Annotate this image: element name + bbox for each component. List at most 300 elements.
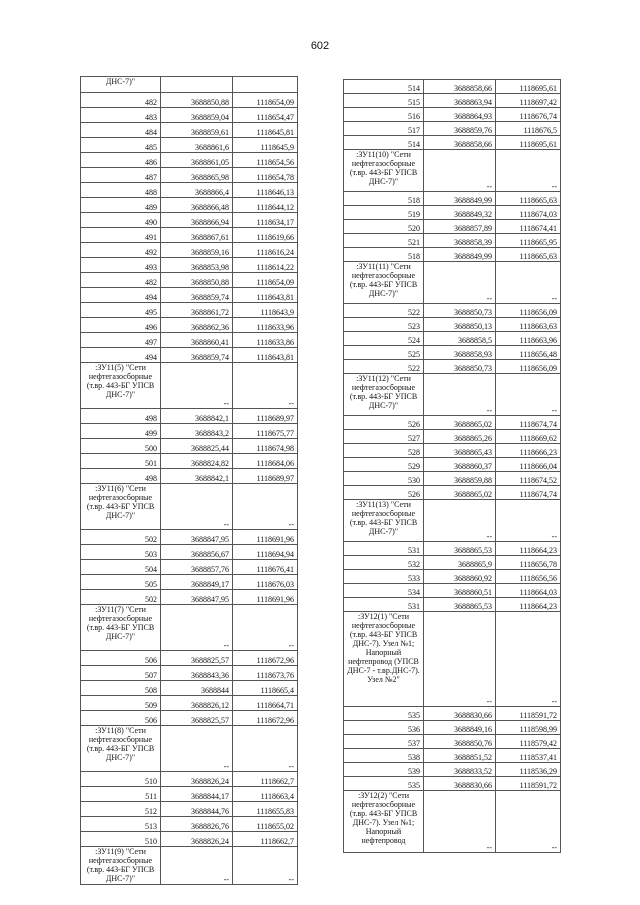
x-coordinate-cell: 3688826,76 — [161, 817, 233, 832]
parcel-label-row — [344, 374, 561, 416]
point-number-cell: 511 — [81, 787, 161, 802]
y-coordinate-cell: -- — [233, 847, 298, 885]
y-coordinate-cell: 1118656,48 — [496, 346, 561, 360]
x-coordinate-cell: 3688860,92 — [424, 570, 496, 584]
point-number-cell: 504 — [81, 560, 161, 575]
x-coordinate-cell: 3688843,36 — [161, 666, 233, 681]
point-number-cell: 493 — [81, 258, 161, 273]
y-coordinate-cell: 1118654,47 — [233, 108, 298, 123]
point-number-cell: 503 — [81, 545, 161, 560]
point-number-cell: 537 — [344, 735, 424, 749]
parcel-label-cell: :ЗУ11(5) "Сети нефтегазосборные (т.вр. 443-БГ УПСВ ДНС-7)" — [81, 363, 161, 409]
y-coordinate-cell: 1118674,41 — [496, 220, 561, 234]
x-coordinate-cell: -- — [424, 150, 496, 192]
y-coordinate-cell: 1118643,81 — [233, 348, 298, 363]
x-coordinate-cell: 3688824,82 — [161, 454, 233, 469]
x-coordinate-cell: -- — [424, 262, 496, 304]
point-number-cell: 531 — [344, 542, 424, 556]
table-row — [344, 136, 561, 150]
table-row — [81, 787, 298, 802]
table-row — [344, 777, 561, 791]
y-coordinate-cell: 1118695,61 — [496, 80, 561, 94]
x-coordinate-cell: 3688866,4 — [161, 183, 233, 198]
point-number-cell: 528 — [344, 444, 424, 458]
y-coordinate-cell: 1118676,03 — [233, 575, 298, 590]
y-coordinate-cell: 1118691,96 — [233, 590, 298, 605]
y-coordinate-cell: 1118662,7 — [233, 772, 298, 787]
table-row — [344, 346, 561, 360]
y-coordinate-cell: 1118674,03 — [496, 206, 561, 220]
y-coordinate-cell: 1118666,04 — [496, 458, 561, 472]
page-number: 602 — [310, 40, 330, 52]
x-coordinate-cell: -- — [161, 484, 233, 530]
y-coordinate-cell: 1118665,63 — [496, 248, 561, 262]
point-number-cell: 506 — [81, 711, 161, 726]
x-coordinate-cell: -- — [424, 500, 496, 542]
y-coordinate-cell: 1118665,63 — [496, 192, 561, 206]
point-number-cell: 533 — [344, 570, 424, 584]
x-coordinate-cell: -- — [161, 726, 233, 772]
y-coordinate-cell: 1118672,96 — [233, 651, 298, 666]
y-coordinate-cell: 1118695,61 — [496, 136, 561, 150]
point-number-cell: 525 — [344, 346, 424, 360]
y-coordinate-cell: 1118674,52 — [496, 472, 561, 486]
x-coordinate-cell: -- — [424, 374, 496, 416]
x-coordinate-cell: 3688858,66 — [424, 80, 496, 94]
table-row — [344, 584, 561, 598]
point-number-cell: 505 — [81, 575, 161, 590]
point-number-cell: 508 — [81, 681, 161, 696]
parcel-label-cell: :ЗУ12(1) "Сети нефтегазосборные (т.вр. 443-БГ УПСВ ДНС-7). Узел №1; Напорный нефтепровод (УПСВ ДНС-7 - т.вр.ДНС-7). Узел №2" — [344, 612, 424, 707]
table-row — [81, 817, 298, 832]
y-coordinate-cell: 1118591,72 — [496, 707, 561, 721]
x-coordinate-cell: 3688847,95 — [161, 590, 233, 605]
point-number-cell: 514 — [344, 136, 424, 150]
table-row — [81, 228, 298, 243]
y-coordinate-cell: 1118674,98 — [233, 439, 298, 454]
y-coordinate-cell: 1118666,23 — [496, 444, 561, 458]
x-coordinate-cell: 3688865,9 — [424, 556, 496, 570]
x-coordinate-cell: 3688864,93 — [424, 108, 496, 122]
x-coordinate-cell: 3688865,02 — [424, 416, 496, 430]
y-coordinate-cell: 1118655,02 — [233, 817, 298, 832]
x-coordinate-cell: 3688849,99 — [424, 192, 496, 206]
point-number-cell: 515 — [344, 94, 424, 108]
table-row — [81, 318, 298, 333]
x-coordinate-cell: 3688862,36 — [161, 318, 233, 333]
point-number-cell: 497 — [81, 333, 161, 348]
point-number-cell: 510 — [81, 772, 161, 787]
table-row — [81, 711, 298, 726]
y-coordinate-cell: -- — [496, 791, 561, 853]
parcel-label-row — [81, 77, 298, 93]
table-row — [81, 333, 298, 348]
table-row — [81, 213, 298, 228]
point-number-cell: 522 — [344, 360, 424, 374]
y-coordinate-cell: 1118633,96 — [233, 318, 298, 333]
table-row — [81, 243, 298, 258]
point-number-cell: 482 — [81, 93, 161, 108]
table-row — [344, 192, 561, 206]
point-number-cell: 494 — [81, 288, 161, 303]
point-number-cell: 535 — [344, 707, 424, 721]
x-coordinate-cell: 3688850,88 — [161, 273, 233, 288]
point-number-cell: 498 — [81, 409, 161, 424]
x-coordinate-cell: -- — [161, 847, 233, 885]
table-row — [81, 545, 298, 560]
point-number-cell: 538 — [344, 749, 424, 763]
x-coordinate-cell: 3688856,67 — [161, 545, 233, 560]
x-coordinate-cell: 3688850,73 — [424, 360, 496, 374]
point-number-cell: 512 — [81, 802, 161, 817]
y-coordinate-cell: 1118645,81 — [233, 123, 298, 138]
table-row — [344, 735, 561, 749]
x-coordinate-cell: 3688849,16 — [424, 721, 496, 735]
point-number-cell: 522 — [344, 304, 424, 318]
table-row — [344, 556, 561, 570]
point-number-cell: 535 — [344, 777, 424, 791]
x-coordinate-cell — [161, 77, 233, 93]
y-coordinate-cell: -- — [496, 150, 561, 192]
x-coordinate-cell: 3688863,94 — [424, 94, 496, 108]
table-row — [81, 273, 298, 288]
table-row — [344, 721, 561, 735]
point-number-cell: 492 — [81, 243, 161, 258]
parcel-label-row — [81, 605, 298, 651]
x-coordinate-cell: 3688857,76 — [161, 560, 233, 575]
table-row — [81, 469, 298, 484]
y-coordinate-cell: 1118662,7 — [233, 832, 298, 847]
point-number-cell: 509 — [81, 696, 161, 711]
x-coordinate-cell: 3688859,76 — [424, 122, 496, 136]
point-number-cell: 499 — [81, 424, 161, 439]
y-coordinate-cell: 1118676,5 — [496, 122, 561, 136]
table-row — [344, 598, 561, 612]
x-coordinate-cell: 3688825,57 — [161, 651, 233, 666]
parcel-label-cell: :ЗУ11(11) "Сети нефтегазосборные (т.вр. 443-БГ УПСВ ДНС-7)" — [344, 262, 424, 304]
table-row — [344, 94, 561, 108]
table-row — [81, 696, 298, 711]
parcel-label-cell: :ЗУ12(2) "Сети нефтегазосборные (т.вр. 443-БГ УПСВ ДНС-7). Узел №1; Напорный нефтепровод — [344, 791, 424, 853]
y-coordinate-cell: 1118689,97 — [233, 469, 298, 484]
x-coordinate-cell: 3688859,74 — [161, 288, 233, 303]
parcel-label-cell: ДНС-7)" — [81, 77, 161, 93]
point-number-cell: 486 — [81, 153, 161, 168]
point-number-cell: 506 — [81, 651, 161, 666]
y-coordinate-cell: 1118684,06 — [233, 454, 298, 469]
x-coordinate-cell: -- — [424, 612, 496, 707]
y-coordinate-cell: 1118676,41 — [233, 560, 298, 575]
table-row — [344, 304, 561, 318]
y-coordinate-cell: 1118676,74 — [496, 108, 561, 122]
x-coordinate-cell: 3688860,37 — [424, 458, 496, 472]
y-coordinate-cell: 1118664,03 — [496, 584, 561, 598]
x-coordinate-cell: 3688825,57 — [161, 711, 233, 726]
table-row — [81, 303, 298, 318]
x-coordinate-cell: 3688859,88 — [424, 472, 496, 486]
point-number-cell: 534 — [344, 584, 424, 598]
point-number-cell: 516 — [344, 108, 424, 122]
y-coordinate-cell: 1118674,74 — [496, 416, 561, 430]
y-coordinate-cell: 1118663,63 — [496, 318, 561, 332]
table-row — [81, 123, 298, 138]
parcel-label-cell: :ЗУ11(10) "Сети нефтегазосборные (т.вр. 443-БГ УПСВ ДНС-7)" — [344, 150, 424, 192]
x-coordinate-cell: 3688861,05 — [161, 153, 233, 168]
x-coordinate-cell: 3688850,73 — [424, 304, 496, 318]
x-coordinate-cell: 3688849,99 — [424, 248, 496, 262]
table-row — [81, 439, 298, 454]
table-row — [344, 416, 561, 430]
x-coordinate-cell: 3688861,72 — [161, 303, 233, 318]
y-coordinate-cell — [233, 77, 298, 93]
table-row — [344, 234, 561, 248]
table-row — [81, 530, 298, 545]
y-coordinate-cell: 1118656,56 — [496, 570, 561, 584]
parcel-label-row — [344, 150, 561, 192]
y-coordinate-cell: 1118656,09 — [496, 360, 561, 374]
y-coordinate-cell: 1118616,24 — [233, 243, 298, 258]
x-coordinate-cell: 3688858,66 — [424, 136, 496, 150]
y-coordinate-cell: 1118645,9 — [233, 138, 298, 153]
x-coordinate-cell: 3688865,53 — [424, 598, 496, 612]
point-number-cell: 482 — [81, 273, 161, 288]
y-coordinate-cell: -- — [233, 726, 298, 772]
point-number-cell: 513 — [81, 817, 161, 832]
y-coordinate-cell: 1118619,66 — [233, 228, 298, 243]
point-number-cell: 489 — [81, 198, 161, 213]
y-coordinate-cell: 1118614,22 — [233, 258, 298, 273]
table-row — [344, 80, 561, 94]
point-number-cell: 500 — [81, 439, 161, 454]
y-coordinate-cell: 1118663,96 — [496, 332, 561, 346]
x-coordinate-cell: 3688833,52 — [424, 763, 496, 777]
x-coordinate-cell: 3688851,52 — [424, 749, 496, 763]
table-row — [81, 575, 298, 590]
x-coordinate-cell: 3688849,17 — [161, 575, 233, 590]
table-row — [344, 486, 561, 500]
parcel-label-cell: :ЗУ11(9) "Сети нефтегазосборные (т.вр. 443-БГ УПСВ ДНС-7)" — [81, 847, 161, 885]
x-coordinate-cell: 3688842,1 — [161, 409, 233, 424]
parcel-label-row — [81, 363, 298, 409]
table-row — [344, 206, 561, 220]
x-coordinate-cell: 3688850,76 — [424, 735, 496, 749]
table-row — [81, 288, 298, 303]
y-coordinate-cell: 1118694,94 — [233, 545, 298, 560]
point-number-cell: 485 — [81, 138, 161, 153]
parcel-label-row — [81, 484, 298, 530]
y-coordinate-cell: 1118664,71 — [233, 696, 298, 711]
y-coordinate-cell: 1118664,23 — [496, 542, 561, 556]
x-coordinate-cell: 3688866,94 — [161, 213, 233, 228]
y-coordinate-cell: 1118633,86 — [233, 333, 298, 348]
x-coordinate-cell: 3688844,17 — [161, 787, 233, 802]
point-number-cell: 502 — [81, 530, 161, 545]
point-number-cell: 498 — [81, 469, 161, 484]
parcel-label-cell: :ЗУ11(13) "Сети нефтегазосборные (т.вр. 443-БГ УПСВ ДНС-7)" — [344, 500, 424, 542]
x-coordinate-cell: 3688859,04 — [161, 108, 233, 123]
y-coordinate-cell: 1118656,78 — [496, 556, 561, 570]
point-number-cell: 539 — [344, 763, 424, 777]
table-row — [81, 348, 298, 363]
point-number-cell: 530 — [344, 472, 424, 486]
x-coordinate-cell: 3688867,61 — [161, 228, 233, 243]
table-row — [344, 108, 561, 122]
point-number-cell: 487 — [81, 168, 161, 183]
table-row — [344, 472, 561, 486]
table-row — [344, 707, 561, 721]
coordinates-table-right — [343, 79, 561, 853]
y-coordinate-cell: -- — [233, 363, 298, 409]
x-coordinate-cell: 3688850,88 — [161, 93, 233, 108]
table-row — [344, 318, 561, 332]
table-row — [344, 763, 561, 777]
table-row — [344, 430, 561, 444]
x-coordinate-cell: 3688860,51 — [424, 584, 496, 598]
x-coordinate-cell: -- — [161, 605, 233, 651]
x-coordinate-cell: 3688843,2 — [161, 424, 233, 439]
y-coordinate-cell: 1118643,81 — [233, 288, 298, 303]
table-row — [344, 570, 561, 584]
table-row — [344, 122, 561, 136]
x-coordinate-cell: 3688858,39 — [424, 234, 496, 248]
point-number-cell: 531 — [344, 598, 424, 612]
table-row — [81, 93, 298, 108]
point-number-cell: 494 — [81, 348, 161, 363]
y-coordinate-cell: -- — [233, 605, 298, 651]
parcel-label-row — [344, 791, 561, 853]
y-coordinate-cell: 1118646,13 — [233, 183, 298, 198]
x-coordinate-cell: 3688865,26 — [424, 430, 496, 444]
table-row — [81, 424, 298, 439]
table-row — [81, 560, 298, 575]
parcel-label-row — [344, 500, 561, 542]
point-number-cell: 495 — [81, 303, 161, 318]
x-coordinate-cell: 3688859,74 — [161, 348, 233, 363]
y-coordinate-cell: 1118634,17 — [233, 213, 298, 228]
point-number-cell: 532 — [344, 556, 424, 570]
y-coordinate-cell: 1118697,42 — [496, 94, 561, 108]
x-coordinate-cell: 3688865,53 — [424, 542, 496, 556]
y-coordinate-cell: -- — [233, 484, 298, 530]
table-row — [81, 168, 298, 183]
x-coordinate-cell: 3688860,41 — [161, 333, 233, 348]
table-row — [344, 248, 561, 262]
y-coordinate-cell: 1118672,96 — [233, 711, 298, 726]
y-coordinate-cell: 1118656,09 — [496, 304, 561, 318]
x-coordinate-cell: 3688859,16 — [161, 243, 233, 258]
y-coordinate-cell: 1118655,83 — [233, 802, 298, 817]
point-number-cell: 524 — [344, 332, 424, 346]
y-coordinate-cell: 1118669,62 — [496, 430, 561, 444]
x-coordinate-cell: 3688858,93 — [424, 346, 496, 360]
y-coordinate-cell: 1118664,23 — [496, 598, 561, 612]
y-coordinate-cell: 1118654,09 — [233, 273, 298, 288]
parcel-label-cell: :ЗУ11(8) "Сети нефтегазосборные (т.вр. 443-БГ УПСВ ДНС-7)" — [81, 726, 161, 772]
point-number-cell: 514 — [344, 80, 424, 94]
coordinates-table-left — [80, 76, 298, 885]
parcel-label-row — [81, 726, 298, 772]
point-number-cell: 526 — [344, 416, 424, 430]
table-row — [81, 590, 298, 605]
x-coordinate-cell: 3688858,5 — [424, 332, 496, 346]
parcel-label-row — [344, 612, 561, 707]
x-coordinate-cell: 3688861,6 — [161, 138, 233, 153]
parcel-label-cell: :ЗУ11(12) "Сети нефтегазосборные (т.вр. 443-БГ УПСВ ДНС-7)" — [344, 374, 424, 416]
y-coordinate-cell: -- — [496, 262, 561, 304]
table-row — [81, 198, 298, 213]
table-row — [81, 454, 298, 469]
point-number-cell: 488 — [81, 183, 161, 198]
x-coordinate-cell: 3688853,98 — [161, 258, 233, 273]
y-coordinate-cell: 1118691,96 — [233, 530, 298, 545]
point-number-cell: 526 — [344, 486, 424, 500]
table-row — [81, 258, 298, 273]
x-coordinate-cell: 3688865,98 — [161, 168, 233, 183]
table-row — [81, 666, 298, 681]
x-coordinate-cell: -- — [424, 791, 496, 853]
table-row — [81, 409, 298, 424]
y-coordinate-cell: 1118673,76 — [233, 666, 298, 681]
parcel-label-row — [344, 262, 561, 304]
table-row — [81, 802, 298, 817]
table-row — [81, 681, 298, 696]
point-number-cell: 483 — [81, 108, 161, 123]
table-row — [81, 832, 298, 847]
x-coordinate-cell: 3688866,48 — [161, 198, 233, 213]
table-row — [344, 542, 561, 556]
y-coordinate-cell: -- — [496, 374, 561, 416]
x-coordinate-cell: 3688849,32 — [424, 206, 496, 220]
x-coordinate-cell: 3688830,66 — [424, 707, 496, 721]
x-coordinate-cell: 3688857,89 — [424, 220, 496, 234]
table-row — [344, 360, 561, 374]
y-coordinate-cell: 1118689,97 — [233, 409, 298, 424]
table-row — [344, 220, 561, 234]
y-coordinate-cell: 1118665,4 — [233, 681, 298, 696]
x-coordinate-cell: 3688865,02 — [424, 486, 496, 500]
point-number-cell: 484 — [81, 123, 161, 138]
y-coordinate-cell: 1118579,42 — [496, 735, 561, 749]
x-coordinate-cell: 3688826,24 — [161, 772, 233, 787]
y-coordinate-cell: 1118536,29 — [496, 763, 561, 777]
x-coordinate-cell: 3688865,43 — [424, 444, 496, 458]
x-coordinate-cell: 3688844 — [161, 681, 233, 696]
point-number-cell: 536 — [344, 721, 424, 735]
point-number-cell: 523 — [344, 318, 424, 332]
x-coordinate-cell: 3688826,12 — [161, 696, 233, 711]
y-coordinate-cell: 1118643,9 — [233, 303, 298, 318]
table-row — [81, 183, 298, 198]
y-coordinate-cell: 1118674,74 — [496, 486, 561, 500]
y-coordinate-cell: -- — [496, 500, 561, 542]
y-coordinate-cell: 1118665,95 — [496, 234, 561, 248]
point-number-cell: 510 — [81, 832, 161, 847]
x-coordinate-cell: 3688830,66 — [424, 777, 496, 791]
y-coordinate-cell: 1118654,09 — [233, 93, 298, 108]
parcel-label-row — [81, 847, 298, 885]
x-coordinate-cell: 3688844,76 — [161, 802, 233, 817]
x-coordinate-cell: 3688826,24 — [161, 832, 233, 847]
y-coordinate-cell: 1118644,12 — [233, 198, 298, 213]
table-row — [81, 651, 298, 666]
table-row — [81, 153, 298, 168]
x-coordinate-cell: 3688825,44 — [161, 439, 233, 454]
y-coordinate-cell: 1118654,78 — [233, 168, 298, 183]
point-number-cell: 518 — [344, 248, 424, 262]
point-number-cell: 519 — [344, 206, 424, 220]
table-row — [344, 444, 561, 458]
table-row — [81, 138, 298, 153]
